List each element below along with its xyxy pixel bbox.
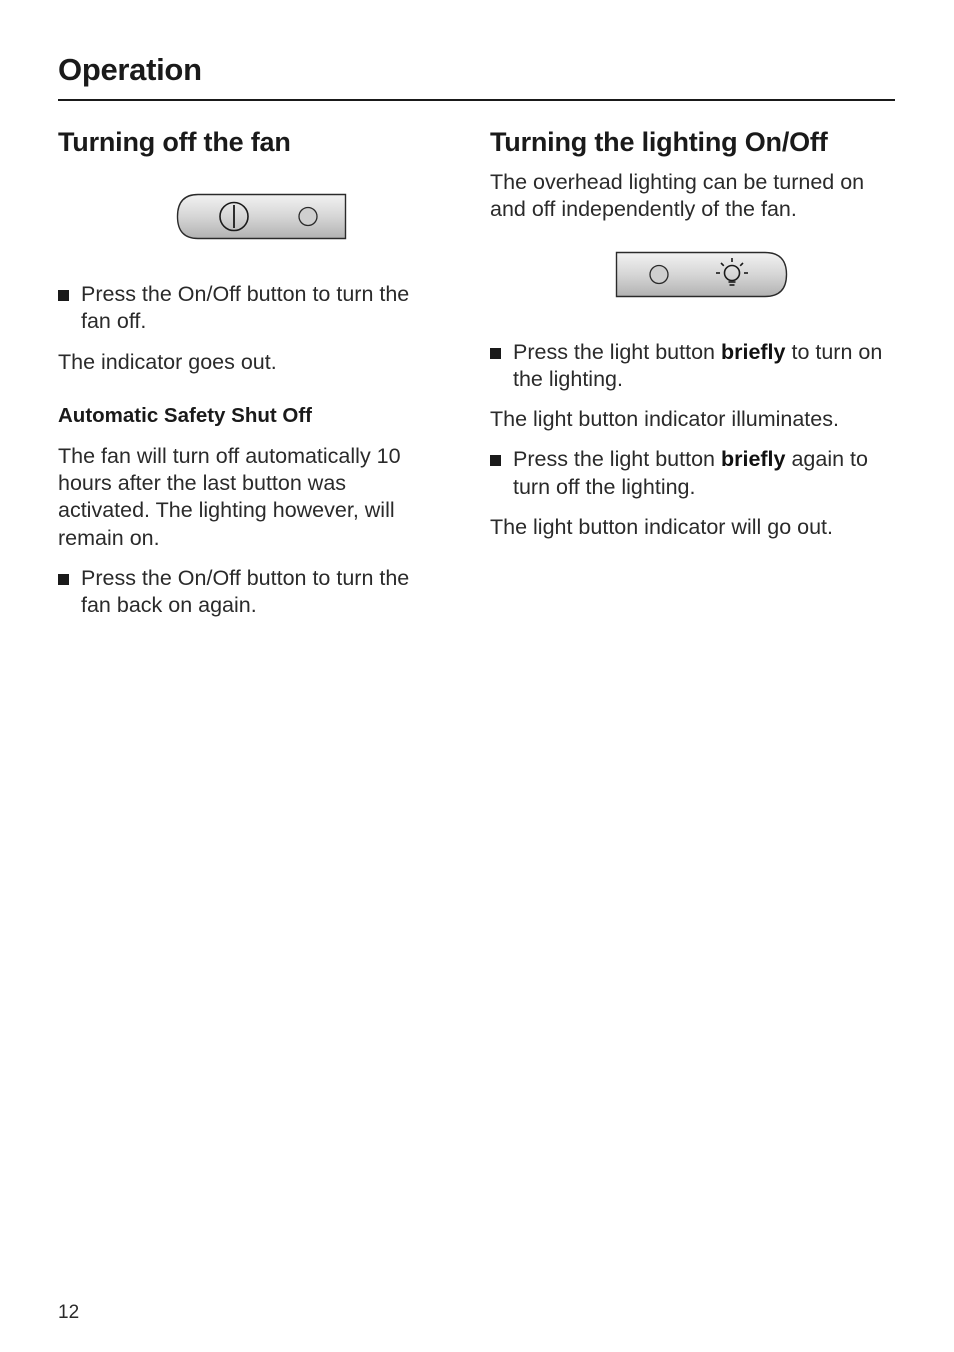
subheading-safety-shutoff: Automatic Safety Shut Off bbox=[58, 403, 312, 427]
safety-description: The fan will turn off automatically 10 hours after the last button was activated. The lighting however, will remain on. bbox=[58, 443, 401, 550]
right-column bbox=[490, 124, 900, 541]
bullet-square bbox=[58, 574, 69, 585]
fan-panel-area bbox=[58, 160, 433, 266]
light-panel-area bbox=[490, 224, 900, 339]
section-heading-fan-off: Turning off the fan bbox=[58, 127, 291, 157]
light-control-panel bbox=[615, 251, 789, 299]
fan-control-panel bbox=[176, 193, 348, 241]
result-text: The light button indicator will go out. bbox=[490, 515, 834, 540]
page-number: 12 bbox=[58, 1302, 80, 1323]
instruction-bullet: Press the On/Off button to turn the fan back on again. bbox=[58, 565, 433, 620]
emphasis-briefly: briefly bbox=[720, 339, 786, 364]
indicator-light bbox=[650, 265, 668, 283]
indicator-light bbox=[299, 208, 317, 226]
result-text: The indicator goes out. bbox=[58, 349, 277, 374]
section-heading-lighting: Turning the lighting On/Off bbox=[490, 127, 828, 157]
left-column bbox=[58, 124, 433, 620]
bullet-square bbox=[490, 455, 501, 466]
page-title: Operation bbox=[58, 52, 202, 87]
lighting-intro: The overhead lighting can be turned on and off independently of the fan. bbox=[490, 170, 865, 222]
instruction-bullet: Press the light button briefly again to turn off the lighting. bbox=[490, 446, 905, 501]
bullet-square bbox=[490, 348, 501, 359]
instruction-bullet: Press the light button briefly to turn on the lighting. bbox=[490, 339, 905, 394]
emphasis-briefly: briefly bbox=[720, 447, 786, 472]
title-divider bbox=[58, 99, 895, 101]
result-text: The light button indicator illuminates. bbox=[490, 407, 839, 432]
instruction-bullet: Press the On/Off button to turn the fan off. bbox=[58, 281, 433, 336]
bullet-square bbox=[58, 290, 69, 301]
